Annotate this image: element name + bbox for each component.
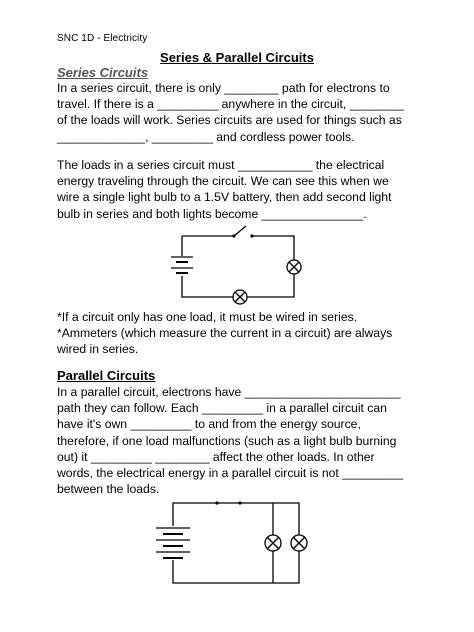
battery-icon bbox=[156, 528, 190, 558]
text-line: In a parallel circuit, electrons have _______________________ bbox=[57, 385, 401, 399]
bulb-icon bbox=[265, 535, 281, 551]
parallel-heading: Parallel Circuits bbox=[57, 368, 156, 383]
text-line: bulb in series and both lights become _______________. bbox=[57, 206, 367, 221]
bulb-icon bbox=[291, 535, 307, 551]
wire bbox=[240, 503, 299, 536]
text-line: *Ammeters (which measure the current in a circuit) are always bbox=[57, 326, 393, 341]
battery-icon bbox=[171, 257, 193, 273]
wire bbox=[173, 503, 216, 526]
text-line: energy traveling through the circuit. We can see this when we bbox=[57, 174, 389, 189]
switch-icon bbox=[232, 226, 253, 238]
text-line: out) it _________ ________ affect the other loads. In other bbox=[57, 449, 375, 464]
series-heading: Series Circuits bbox=[57, 65, 149, 80]
wire bbox=[252, 236, 294, 260]
text-line: The loads in a series circuit must ___________ the electrical bbox=[57, 158, 385, 172]
text-line: travel. If there is a _________ anywhere in the circuit, ________ bbox=[57, 97, 404, 112]
text-line: words, the electrical energy in a parallel circuit is not _________ bbox=[57, 466, 404, 481]
text-line: _____________, _________ and cordless power tools. bbox=[57, 129, 355, 144]
text-line: have it's own _________ to and from the energy source, bbox=[57, 417, 361, 432]
series-paragraph-1 bbox=[57, 80, 417, 145]
text-line: between the loads. bbox=[57, 482, 160, 497]
text-line: of the loads will work. Series circuits are used for things such as bbox=[57, 113, 402, 128]
wire bbox=[173, 550, 299, 583]
wire bbox=[182, 276, 233, 297]
series-notes bbox=[57, 309, 417, 358]
page-title: Series & Parallel Circuits bbox=[160, 50, 314, 65]
parallel-paragraph bbox=[57, 384, 417, 497]
series-paragraph-2 bbox=[57, 157, 417, 222]
text-line: *If a circuit only has one load, it must be wired in series. bbox=[57, 310, 358, 324]
switch-icon bbox=[215, 501, 241, 504]
text-line: wired in series. bbox=[57, 342, 139, 357]
bulb-icon bbox=[233, 290, 247, 304]
text-line: path they can follow. Each _________ in a parallel circuit can bbox=[57, 401, 387, 416]
wire bbox=[247, 274, 294, 297]
text-line: In a series circuit, there is only ________ path for electrons to bbox=[57, 81, 390, 95]
bulb-icon bbox=[287, 260, 301, 274]
text-line: wire a single light bulb to a 1.5V battery, then add second light bbox=[57, 190, 392, 205]
course-label: SNC 1D - Electricity bbox=[57, 33, 148, 44]
text-line: therefore, if one load malfunctions (such as a light bulb burning bbox=[57, 433, 397, 448]
